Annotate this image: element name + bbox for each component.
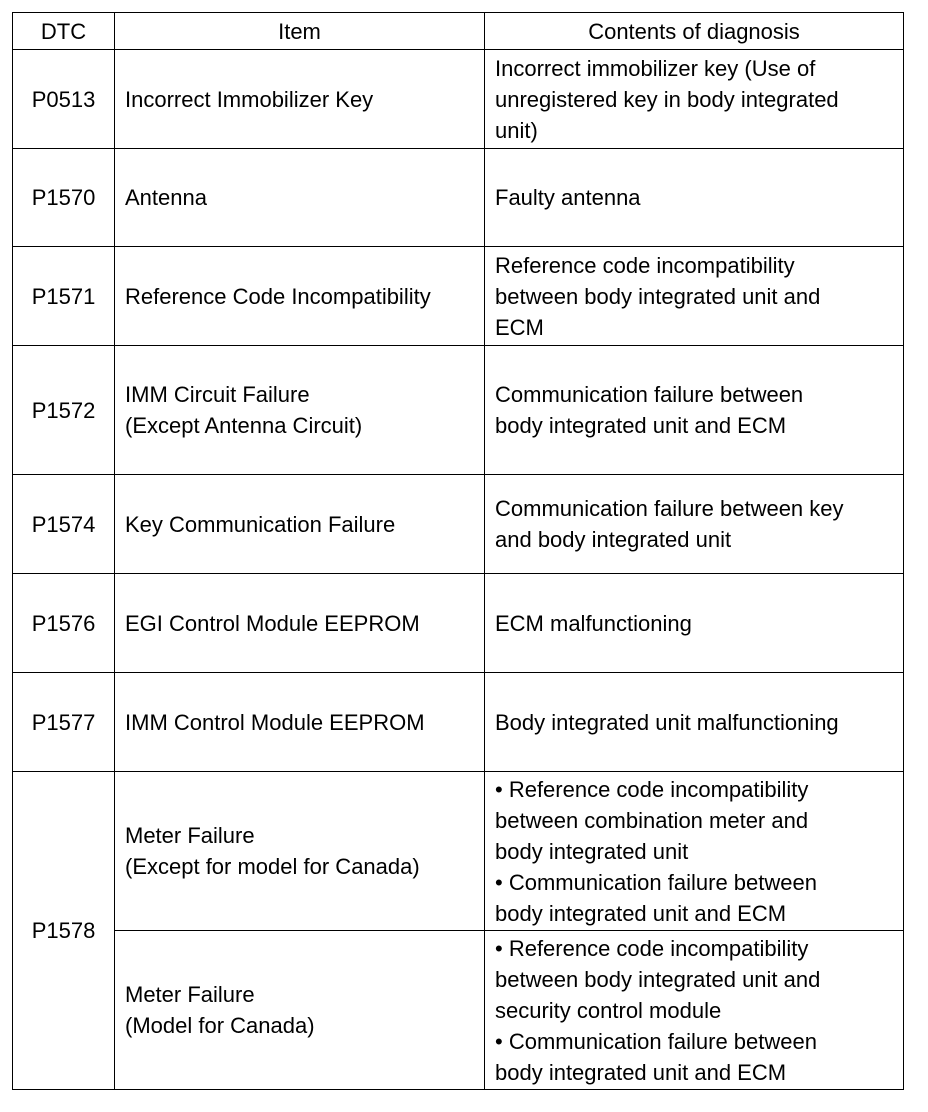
contents-line: Faulty antenna (495, 185, 641, 210)
item-line: Reference Code Incompatibility (125, 283, 431, 309)
contents-line: • Communication failure between (495, 869, 817, 895)
contents-cell (485, 931, 904, 1090)
table-row (13, 149, 904, 247)
header-item: Item (115, 13, 485, 50)
item-cell (115, 247, 485, 346)
contents-line: Communication failure between key (495, 496, 844, 521)
table-row (13, 346, 904, 475)
item-line: Antenna (125, 185, 207, 210)
contents-line: between combination meter and (495, 807, 809, 833)
dtc-code: P1571 (13, 247, 115, 346)
item-cell (115, 149, 485, 247)
dtc-code: P1578 (13, 772, 115, 1090)
item-line: Key Communication Failure (125, 511, 396, 537)
item-line: (Except for model for Canada) (125, 854, 420, 879)
header-contents: Contents of diagnosis (485, 13, 904, 50)
dtc-table (12, 12, 904, 1090)
table-row (13, 50, 904, 149)
item-cell (115, 772, 485, 931)
contents-line: ECM (495, 314, 544, 340)
contents-line: unregistered key in body integrated (495, 86, 839, 112)
contents-line: between body integrated unit and (495, 283, 821, 309)
table-row (13, 574, 904, 673)
contents-cell (485, 247, 904, 346)
dtc-code: P1572 (13, 346, 115, 475)
contents-line: between body integrated unit and (495, 966, 821, 992)
table-row (13, 772, 904, 931)
item-cell (115, 346, 485, 475)
item-line: (Except Antenna Circuit) (125, 413, 363, 438)
contents-line: • Communication failure between (495, 1028, 817, 1054)
contents-cell (485, 50, 904, 149)
header-row (13, 13, 904, 50)
contents-line: and body integrated unit (495, 527, 732, 552)
dtc-code: P1577 (13, 673, 115, 772)
contents-line: body integrated unit and ECM (495, 900, 787, 926)
item-line: Meter Failure (125, 823, 255, 848)
contents-line: • Reference code incompatibility (495, 776, 809, 802)
contents-line: body integrated unit and ECM (495, 1059, 787, 1085)
dtc-code: P0513 (13, 50, 115, 149)
item-line: IMM Circuit Failure (125, 382, 310, 407)
contents-line: • Reference code incompatibility (495, 935, 809, 961)
table-row (13, 673, 904, 772)
dtc-code: P1570 (13, 149, 115, 247)
contents-cell (485, 475, 904, 574)
contents-cell (485, 346, 904, 475)
contents-cell (485, 673, 904, 772)
item-line: Meter Failure (125, 982, 255, 1007)
contents-line: body integrated unit (495, 838, 689, 864)
table-row (13, 475, 904, 574)
item-line: Incorrect Immobilizer Key (125, 86, 374, 112)
item-cell (115, 50, 485, 149)
contents-line: ECM malfunctioning (495, 610, 692, 636)
contents-line: Incorrect immobilizer key (Use of (495, 55, 816, 81)
contents-cell (485, 574, 904, 673)
table-row (13, 931, 904, 1090)
contents-line: Body integrated unit malfunctioning (495, 709, 839, 735)
contents-cell (485, 772, 904, 931)
table-row (13, 247, 904, 346)
item-line: (Model for Canada) (125, 1013, 315, 1038)
header-dtc: DTC (13, 13, 115, 50)
contents-line: unit) (495, 117, 538, 143)
item-cell (115, 931, 485, 1090)
contents-line: security control module (495, 997, 722, 1023)
contents-line: Communication failure between (495, 382, 804, 407)
item-cell (115, 475, 485, 574)
item-cell (115, 673, 485, 772)
item-cell (115, 574, 485, 673)
dtc-code: P1574 (13, 475, 115, 574)
dtc-code: P1576 (13, 574, 115, 673)
contents-line: body integrated unit and ECM (495, 413, 787, 438)
item-line: IMM Control Module EEPROM (125, 709, 425, 735)
contents-line: Reference code incompatibility (495, 252, 795, 278)
contents-cell (485, 149, 904, 247)
item-line: EGI Control Module EEPROM (125, 610, 420, 636)
